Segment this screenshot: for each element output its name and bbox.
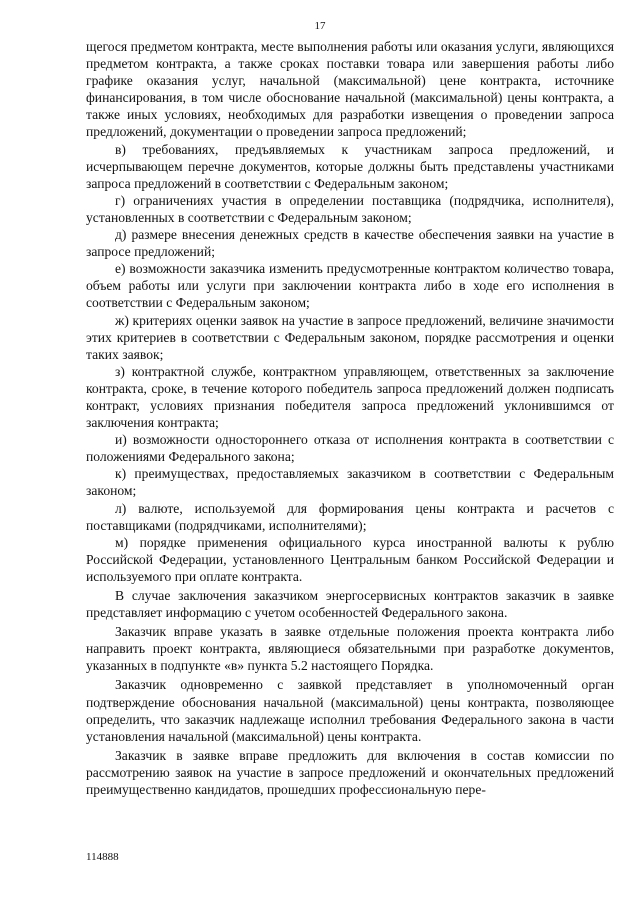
paragraph-continued: щегося предметом контракта, месте выполнения работы или оказания услуги, являющихся предметом контракта, а также сроках поставки товара или завершения работы либо графике оказания услуг, начальной (максимальной) цене контракта, источнике финансирования, в том числе обоснование начальной (максимальной) цены контракта, а также иных условиях, необходимых для разработки извещения о проведении запроса предложений, документации о проведении запроса предложений; <box>86 39 614 140</box>
paragraph-commission: Заказчик в заявке вправе предложить для включения в состав комиссии по рассмотрению заявок на участие в запросе предложений и окончательных предложений преимущественно кандидатов, прошедших профессиональную пере- <box>86 747 614 798</box>
paragraph-energy-service: В случае заключения заказчиком энергосервисных контрактов заказчик в заявке представляет информацию с учетом особенностей Федерального закона. <box>86 588 614 621</box>
document-body <box>86 38 614 798</box>
list-item-k: к) преимуществах, предоставляемых заказчиком в соответствии с Федеральным законом; <box>86 466 614 499</box>
list-item-v: в) требованиях, предъявляемых к участникам запроса предложений, и исчерпывающем перечне документов, которые должны быть представлены участниками запроса предложений в соответствии с Федеральным законом; <box>86 141 614 191</box>
list-item-z: з) контрактной службе, контрактном управляющем, ответственных за заключение контракта, сроке, в течение которого победитель запроса предложений должен подписать контракт, условиях признания победителя запроса предложений уклонившимся от заключения контракта; <box>86 363 614 431</box>
footer-code: 114888 <box>86 851 119 863</box>
page-number: 17 <box>314 20 326 32</box>
list-item-g: г) ограничениях участия в определении поставщика (подрядчика, исполнителя), установленных в соответствии с Федеральным законом; <box>86 192 614 225</box>
list-item-zh: ж) критериях оценки заявок на участие в запросе предложений, величине значимости этих критериев в соответствии с Федеральным законом, порядке рассмотрения и оценки таких заявок; <box>86 312 614 362</box>
paragraph-price-justification: Заказчик одновременно с заявкой представляет в уполномоченный орган подтверждение обоснования начальной (максимальной) цены контракта, позволяющее определить, что заказчик надлежаще исполнил требования Федерального закона в части установления начальной (максимальной) цены контракта. <box>86 677 614 744</box>
list-item-l: л) валюте, используемой для формирования цены контракта и расчетов с поставщиками (подрядчиками, исполнителями); <box>86 500 614 533</box>
list-item-e: е) возможности заказчика изменить предусмотренные контрактом количество товара, объем работы или услуги при заключении контракта либо в ходе его исполнения в соответствии с Федеральным законом; <box>86 261 614 311</box>
list-item-m: м) порядке применения официального курса иностранной валюты к рублю Российской Федерации, установленного Центральным банком Российской Федерации и используемого при оплате контракта. <box>86 534 614 584</box>
list-item-i: и) возможности одностороннего отказа от исполнения контракта в соответствии с положениями Федерального закона; <box>86 432 614 465</box>
paragraph-contract-provisions: Заказчик вправе указать в заявке отдельные положения проекта контракта либо направить проект контракта, являющиеся обязательными при разработке документов, указанных в подпункте «в» пункта 5.2 настоящего Порядка. <box>86 624 614 674</box>
list-item-d: д) размере внесения денежных средств в качестве обеспечения заявки на участие в запросе предложений; <box>86 227 614 260</box>
